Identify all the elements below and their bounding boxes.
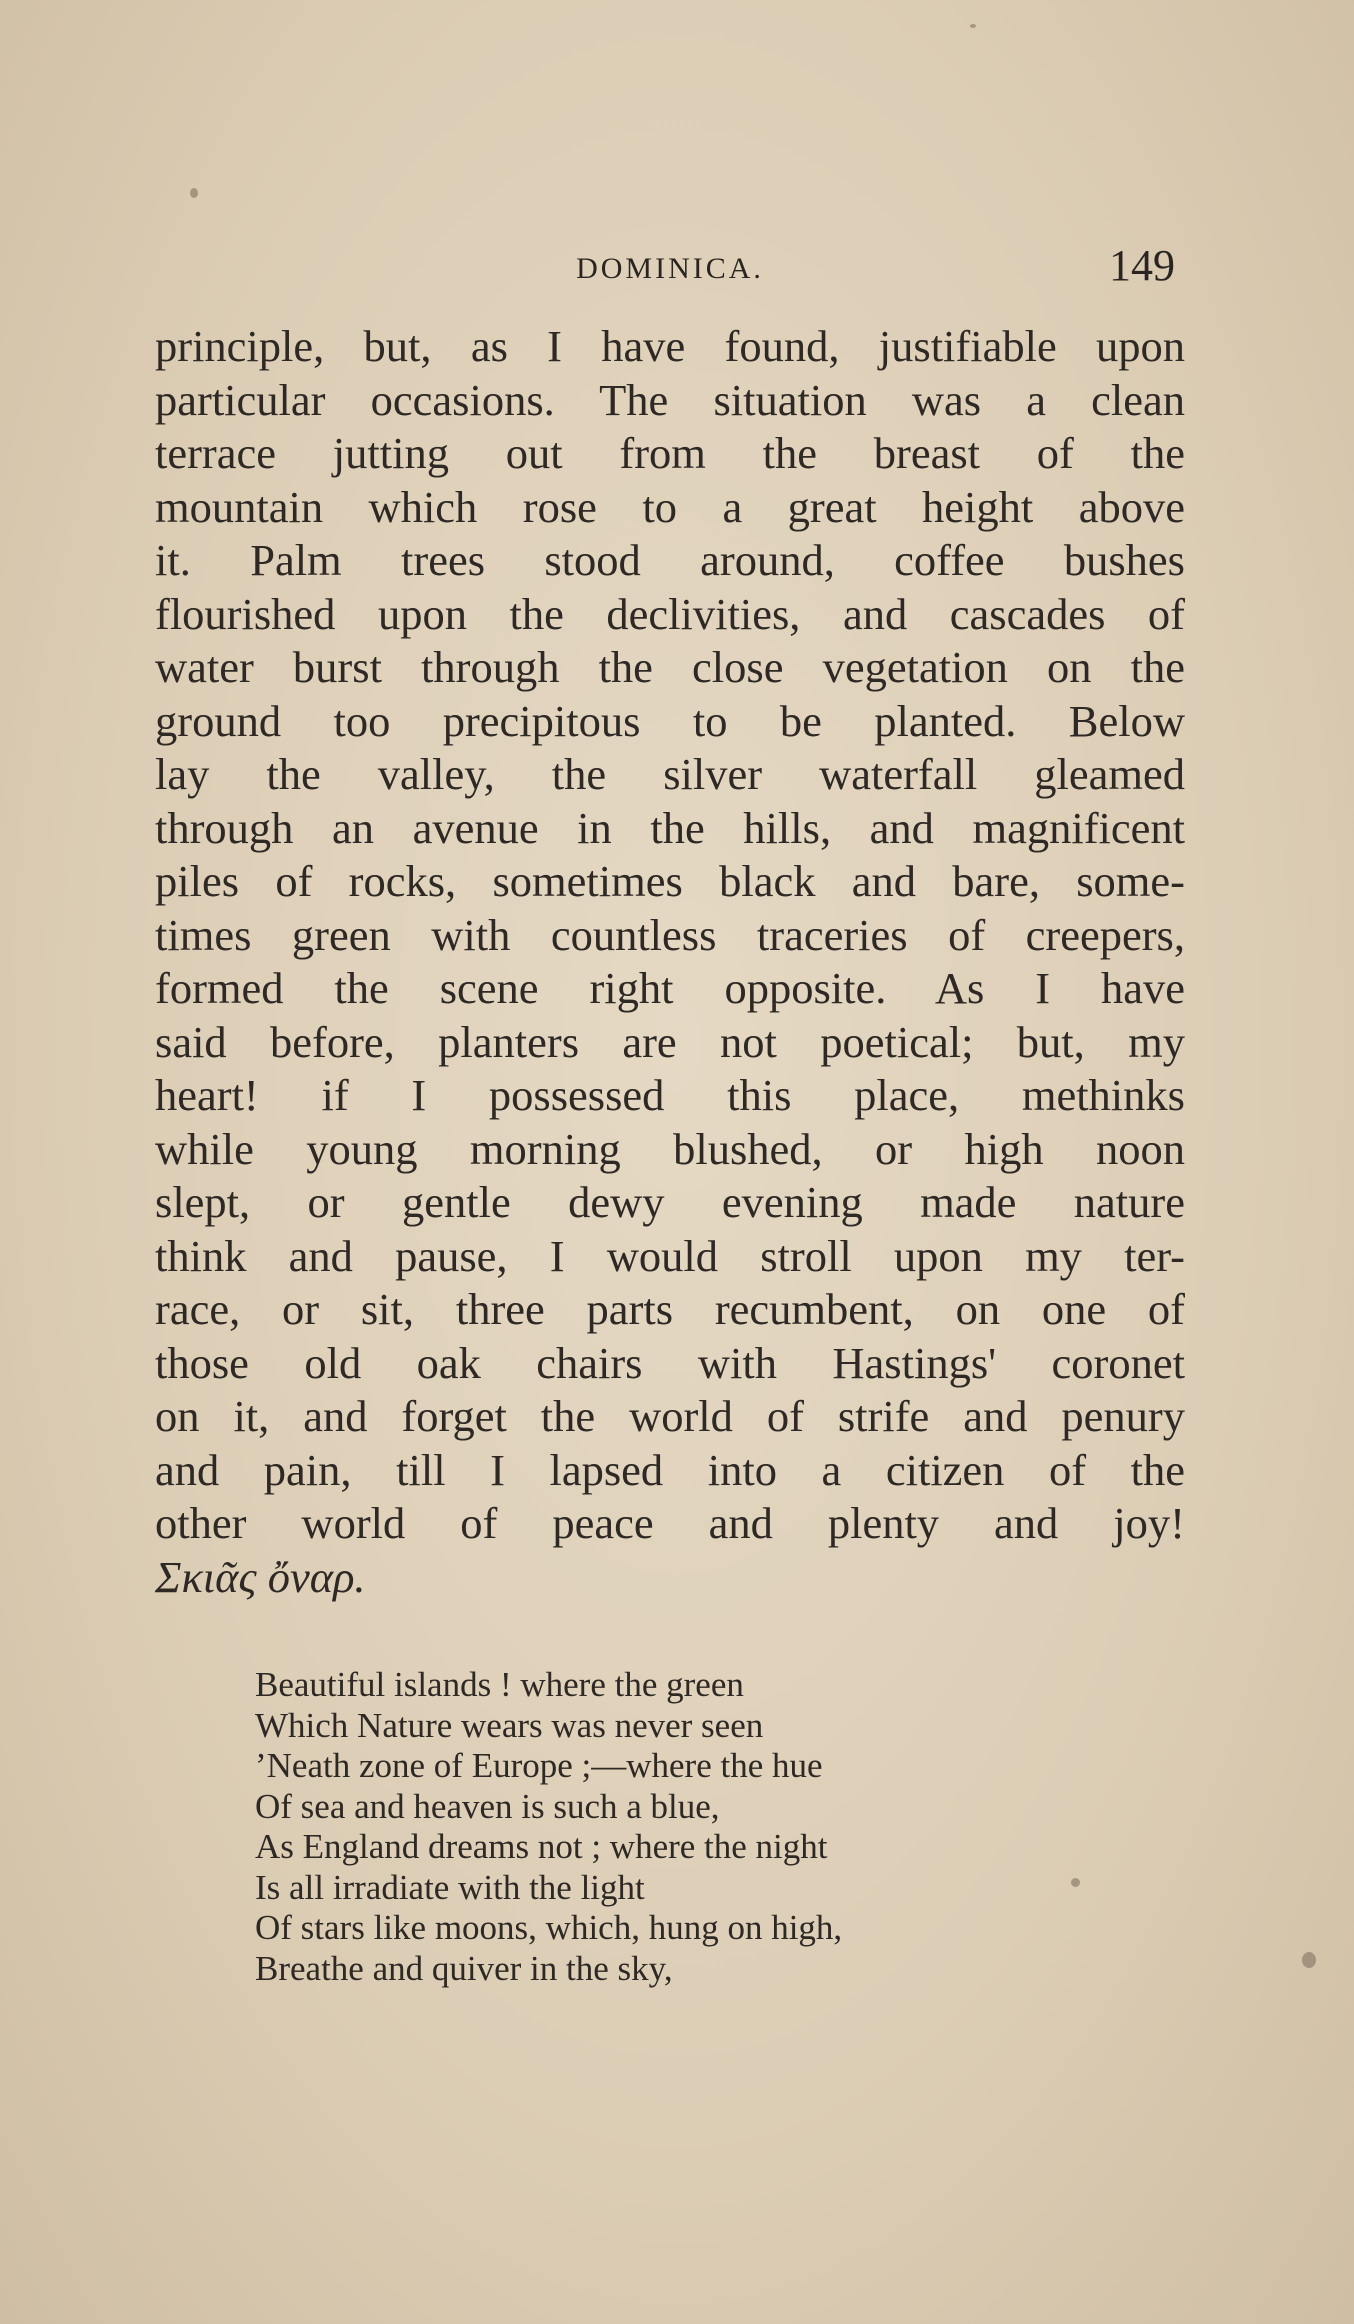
text-line: race, or sit, three parts recumbent, on one of (155, 1284, 1185, 1334)
poem-line: Is all irradiate with the light (255, 1867, 645, 1907)
paper-speck (1071, 1878, 1080, 1887)
poem-line: Of stars like moons, which, hung on high, (255, 1908, 843, 1947)
text-line: heart! if I possessed this place, methinks (155, 1070, 1185, 1120)
text-line: think and pause, I would stroll upon my ter- (155, 1230, 1185, 1281)
text-line: those old oak chairs with Hastings' coronet (155, 1337, 1185, 1388)
poem-line: ’Neath zone of Europe ;—where the hue (255, 1746, 823, 1785)
text-line: it. Palm trees stood around, coffee bushes (155, 535, 1185, 585)
text-line: particular occasions. The situation was a clean (155, 374, 1185, 425)
text-line: while young morning blushed, or high noon (155, 1123, 1185, 1174)
text-line: slept, or gentle dewy evening made nature (155, 1177, 1185, 1227)
text-line: principle, but, as I have found, justifiable upon (155, 321, 1185, 371)
text-line: through an avenue in the hills, and magnificent (155, 802, 1185, 853)
paper-speck (190, 188, 198, 198)
body-paragraph (155, 320, 1185, 1604)
text-line: and pain, till I lapsed into a citizen of the (155, 1444, 1185, 1495)
text-line: formed the scene right opposite. As I have (155, 963, 1185, 1013)
poem-line: Breathe and quiver in the sky, (255, 1948, 673, 1988)
text-line: times green with countless traceries of creepers, (155, 909, 1185, 960)
poem-line: As England dreams not ; where the night (255, 1827, 828, 1866)
text-line: said before, planters are not poetical; but, my (155, 1016, 1185, 1067)
text-line: piles of rocks, sometimes black and bare, some- (155, 856, 1185, 906)
paper-speck (1302, 1952, 1316, 1968)
poem-line: Beautiful islands ! where the green (255, 1665, 744, 1704)
poem-stanza (255, 1665, 1155, 1989)
text-line: flourished upon the declivities, and cascades of (155, 588, 1185, 639)
text-line: terrace jutting out from the breast of the (155, 428, 1185, 478)
text-line: other world of peace and plenty and joy! (155, 1498, 1185, 1548)
text-line: lay the valley, the silver waterfall gleamed (155, 749, 1185, 799)
poem-line: Of sea and heaven is such a blue, (255, 1786, 720, 1826)
text-line: water burst through the close vegetation on the (155, 642, 1185, 692)
poem-line: Which Nature wears was never seen (255, 1705, 764, 1745)
greek-phrase: Σκιᾶς ὄναρ. (155, 1551, 366, 1602)
page-header (155, 240, 1185, 300)
running-head: DOMINICA. (576, 252, 764, 285)
text-line: ground too precipitous to be planted. Below (155, 695, 1185, 746)
text-line: mountain which rose to a great height above (155, 481, 1185, 532)
text-line: on it, and forget the world of strife and penury (155, 1391, 1185, 1441)
paper-speck (970, 24, 976, 28)
page-number: 149 (1109, 241, 1175, 290)
